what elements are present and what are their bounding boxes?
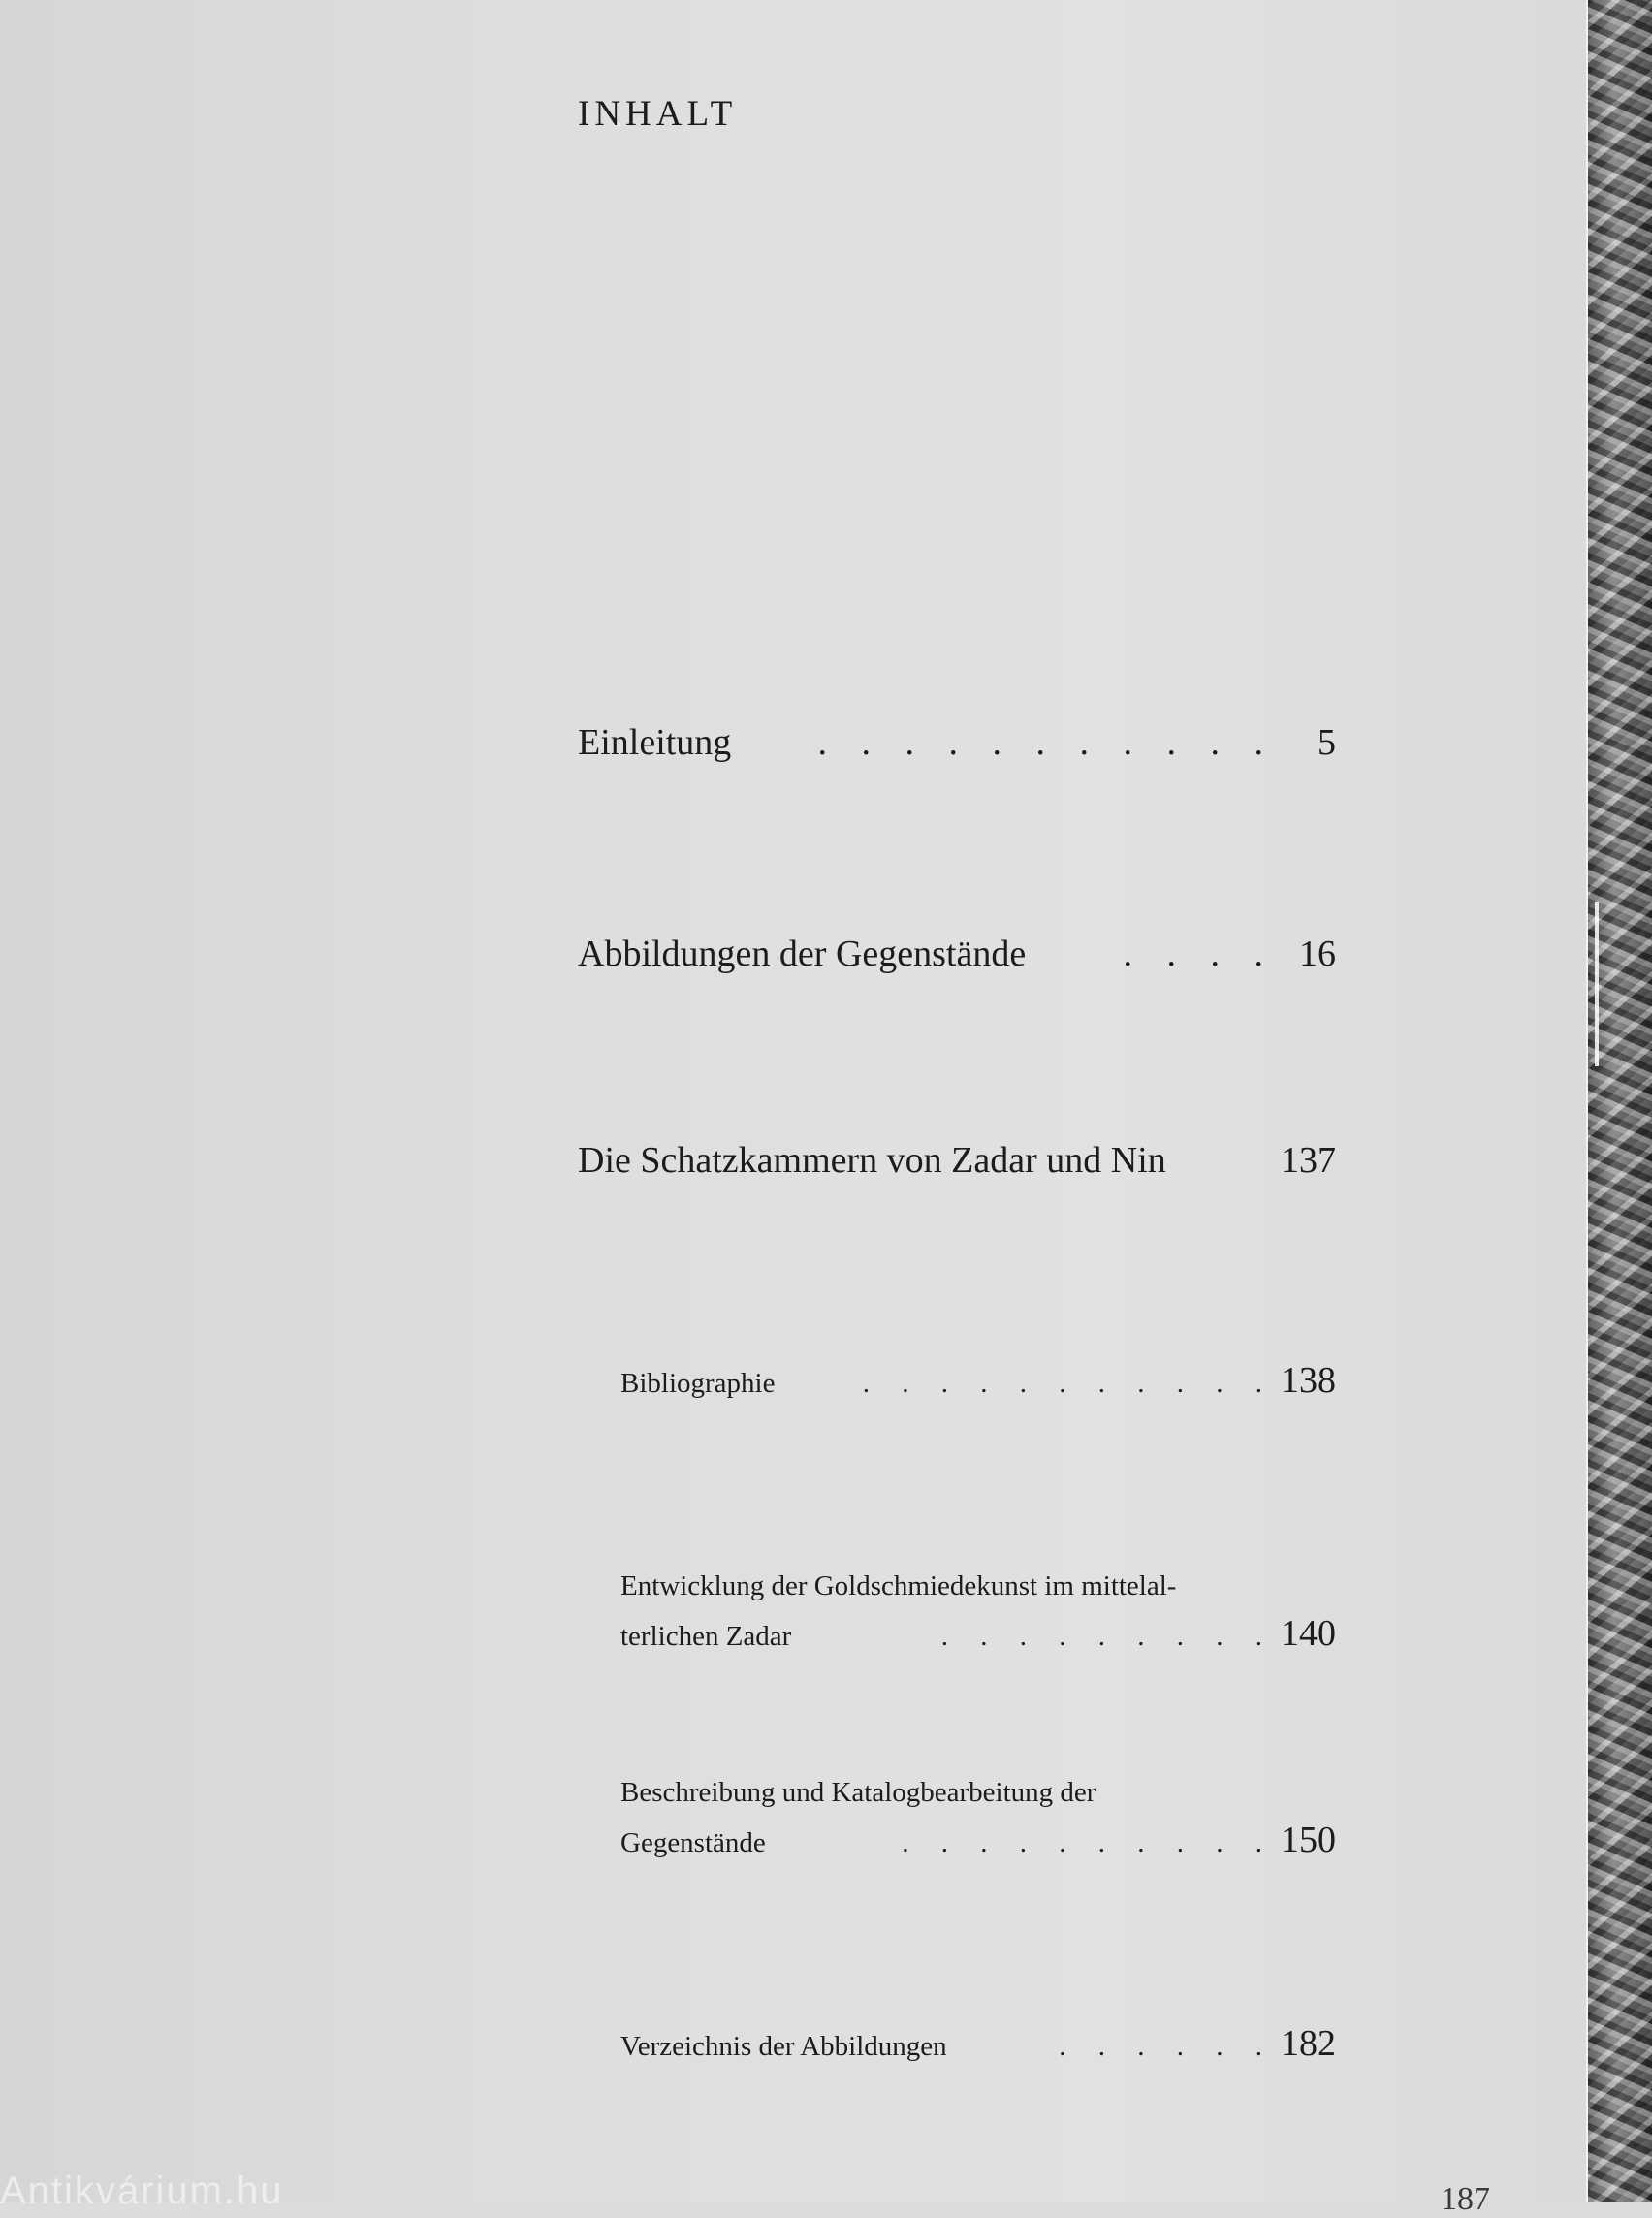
toc-subentry-verzeichnis [620,2022,1336,2065]
toc-leader-dots: . . . . . . . . . . [902,1827,1275,1858]
toc-page-number: 138 [1281,1360,1336,1401]
toc-page-number: 182 [1281,2023,1336,2064]
toc-title: Die Schatzkammern von Zadar und Nin [578,1140,1166,1181]
toc-title-line1: Beschreibung und Katalogbearbeitung der [620,1777,1096,1808]
toc-title: Abbildungen der Gegenstände [578,934,1027,974]
toc-leader-dots: . . . . . . . . . . . [817,722,1276,763]
book-cover-edge [1586,0,1652,2202]
cover-light-reflection [1595,902,1599,1066]
toc-leader-dots: . . . . . . . . . [940,1621,1275,1652]
toc-entry-schatzkammern [578,1139,1336,1182]
toc-entry-einleitung [578,721,1336,764]
toc-title: Gegenstände [620,1827,766,1858]
toc-page-number: 150 [1281,1820,1336,1860]
toc-subentry-bibliographie [620,1359,1336,1402]
toc-title: Einleitung [578,722,732,763]
toc-page-number: 137 [1281,1140,1336,1181]
watermark-text: Antikvárium.hu [0,2170,284,2212]
toc-title-line1: Entwicklung der Goldschmiedekunst im mittelal- [620,1570,1177,1601]
toc-leader-dots: . . . . [1123,934,1276,974]
toc-title: Verzeichnis der Abbildungen [620,2031,947,2062]
toc-subentry-beschreibung [620,1777,1336,1861]
toc-subentry-entwicklung [620,1570,1336,1655]
toc-title: terlichen Zadar [620,1621,792,1652]
toc-page-number: 16 [1299,934,1336,974]
toc-title: Bibliographie [620,1368,776,1399]
toc-leader-dots: . . . . . . [1059,2031,1275,2062]
toc-leader-dots: . . . . . . . . . . . [862,1368,1275,1399]
contents-heading: INHALT [578,94,738,134]
toc-page-number: 5 [1318,722,1336,763]
toc-page-number: 140 [1281,1613,1336,1654]
page-corner-number: 187 [1441,2181,1490,2217]
toc-entry-abbildungen [578,933,1336,975]
